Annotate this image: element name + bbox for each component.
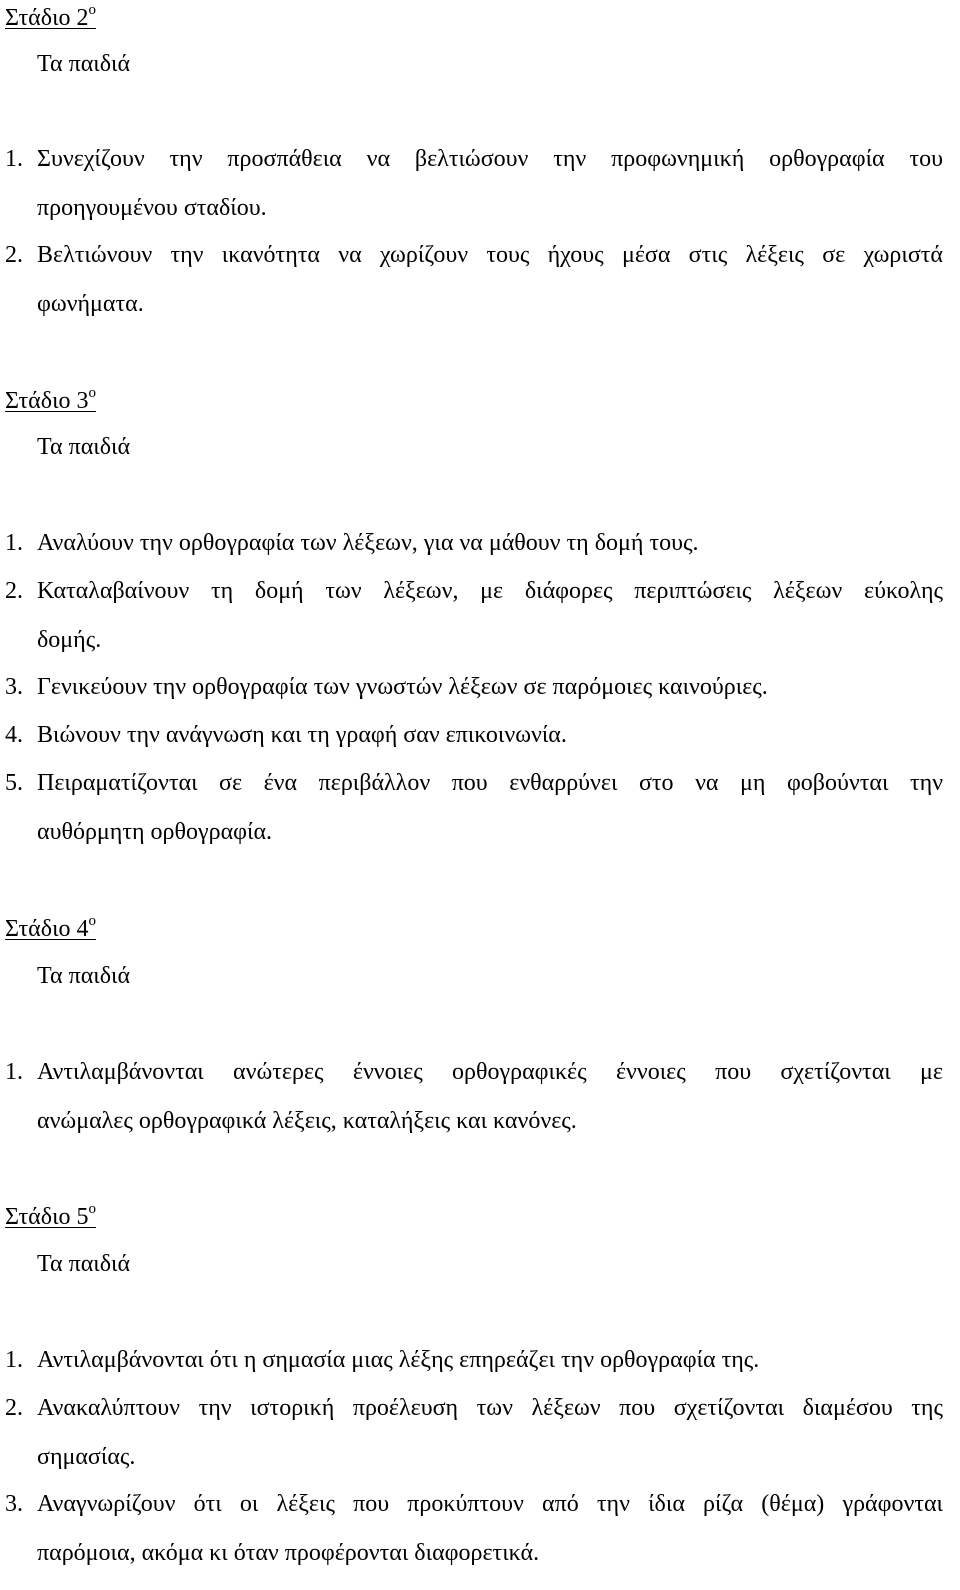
stage-3-item-4-number: 4. xyxy=(5,722,23,748)
stage-5-title: Στάδιο 5 xyxy=(5,1204,89,1230)
stage-3-item-4-text: Βιώνουν την ανάγνωση και τη γραφή σαν επικοινωνία. xyxy=(37,722,567,748)
stage-4-item-1-line1: 1. Αντιλαμβάνονται ανώτερες έννοιες ορθογραφικές έννοιες που σχετίζονται με xyxy=(5,1048,943,1097)
stage-3-item-1 xyxy=(5,519,943,568)
stage-3-item-5-line2: αυθόρμητη ορθογραφία. xyxy=(37,819,273,845)
stage-3-item-2 xyxy=(5,567,943,665)
stage-4-item-1-number: 1. xyxy=(5,1059,23,1085)
stage-4-item-1-line2: ανώμαλες ορθογραφικά λέξεις, καταλήξεις και κανόνες. xyxy=(37,1108,577,1134)
stage-3-subject: Τα παιδιά xyxy=(37,434,131,460)
stage-2-subject: Τα παιδιά xyxy=(37,51,131,77)
stage-3-item-1-text: Αναλύουν την ορθογραφία των λέξεων, για να μάθουν τη δομή τους. xyxy=(37,530,699,556)
stage-5-subject: Τα παιδιά xyxy=(37,1251,131,1277)
stage-5-item-3-line1: 3. Αναγνωρίζουν ότι οι λέξεις που προκύπτουν από την ίδια ρίζα (θέμα) γράφονται xyxy=(5,1480,943,1529)
stage-5-heading xyxy=(5,1201,96,1233)
stage-3-item-2-line1: 2. Καταλαβαίνουν τη δομή των λέξεων, με διάφορες περιπτώσεις λέξεων εύκολης xyxy=(5,567,943,616)
stage-5-item-3-number: 3. xyxy=(5,1491,23,1517)
stage-3-item-5-number: 5. xyxy=(5,770,23,796)
stage-5-item-2-line2: σημασίας. xyxy=(37,1444,136,1470)
stage-2-item-2-line1: 2. Βελτιώνουν την ικανότητα να χωρίζουν τους ήχους μέσα στις λέξεις σε χωριστά xyxy=(5,231,943,280)
stage-3-title: Στάδιο 3 xyxy=(5,388,89,414)
stage-5-item-1 xyxy=(5,1336,943,1385)
stage-4-subject: Τα παιδιά xyxy=(37,963,131,989)
stage-5-title-sup: ο xyxy=(88,1201,97,1217)
stage-2-item-2-line2: φωνήματα. xyxy=(37,291,144,317)
stage-2-item-1 xyxy=(5,135,943,233)
stage-3-item-1-number: 1. xyxy=(5,530,23,556)
stage-3-item-3-text: Γενικεύουν την ορθογραφία των γνωστών λέξεων σε παρόμοιες καινούριες. xyxy=(37,674,768,700)
stage-5-item-3-line2: παρόμοια, ακόμα κι όταν προφέρονται διαφορετικά. xyxy=(37,1540,540,1566)
stage-3-item-2-line2: δομής. xyxy=(37,627,102,653)
stage-2-item-2-number: 2. xyxy=(5,242,23,268)
stage-5-item-2-line1: 2. Ανακαλύπτουν την ιστορική προέλευση των λέξεων που σχετίζονται διαμέσου της xyxy=(5,1384,943,1433)
stage-4-title-sup: ο xyxy=(88,913,97,929)
stage-4-heading xyxy=(5,913,96,945)
stage-5-item-1-number: 1. xyxy=(5,1347,23,1373)
stage-2-item-1-number: 1. xyxy=(5,146,23,172)
stage-2-title: Στάδιο 2 xyxy=(5,5,89,31)
stage-3-item-4 xyxy=(5,711,943,760)
stage-5-item-2 xyxy=(5,1384,943,1482)
stage-3-item-5 xyxy=(5,759,943,857)
stage-3-item-3 xyxy=(5,663,943,712)
stage-4-item-1 xyxy=(5,1048,943,1146)
stage-2-title-sup: ο xyxy=(88,2,97,18)
stage-2-item-2 xyxy=(5,231,943,329)
stage-4-title: Στάδιο 4 xyxy=(5,916,89,942)
stage-5-item-3 xyxy=(5,1480,943,1578)
stage-2-item-1-line1: 1. Συνεχίζουν την προσπάθεια να βελτιώσουν την προφωνημική ορθογραφία του xyxy=(5,135,943,184)
stage-3-title-sup: ο xyxy=(88,385,97,401)
stage-3-heading xyxy=(5,385,96,417)
stage-2-heading xyxy=(5,2,96,34)
stage-3-item-2-number: 2. xyxy=(5,578,23,604)
stage-3-item-5-line1: 5. Πειραματίζονται σε ένα περιβάλλον που ενθαρρύνει στο να μη φοβούνται την xyxy=(5,759,943,808)
stage-5-item-1-text: Αντιλαμβάνονται ότι η σημασία μιας λέξης επηρεάζει την ορθογραφία της. xyxy=(37,1347,760,1373)
stage-5-item-2-number: 2. xyxy=(5,1395,23,1421)
stage-3-item-3-number: 3. xyxy=(5,674,23,700)
stage-2-item-1-line2: προηγουμένου σταδίου. xyxy=(37,195,267,221)
